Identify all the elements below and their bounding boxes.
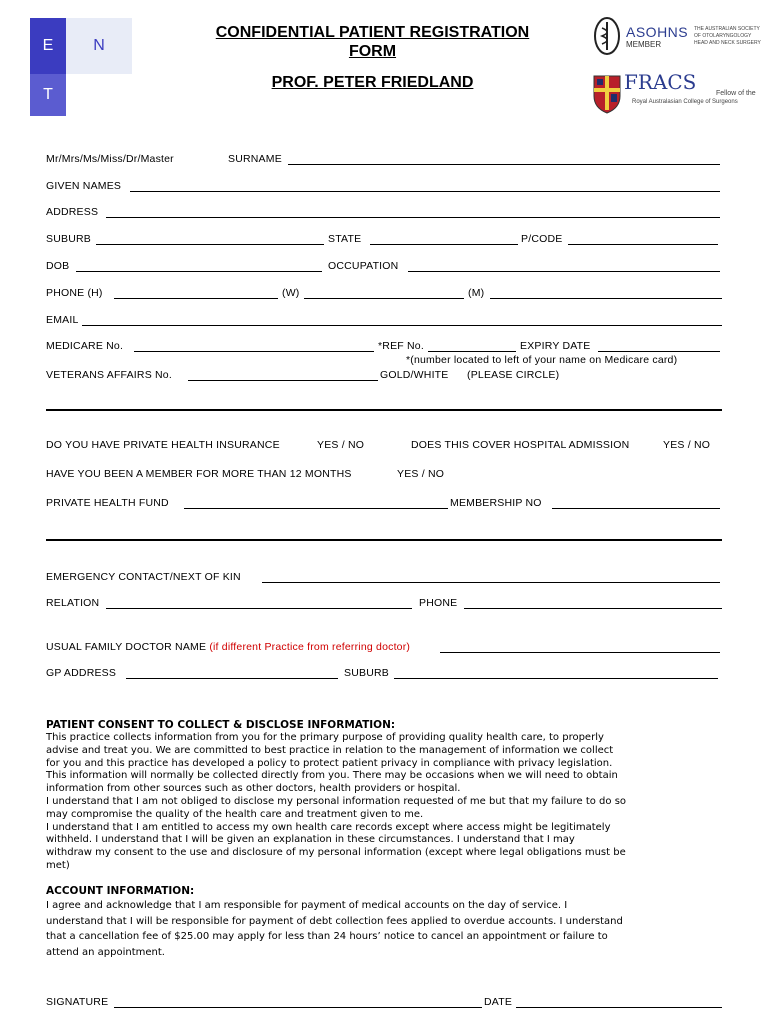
gp-address-field[interactable] <box>126 678 338 679</box>
emergency-phone-field[interactable] <box>464 608 722 609</box>
consent-line: met) <box>46 859 70 871</box>
gp-suburb-field[interactable] <box>394 678 718 679</box>
given-names-field[interactable] <box>130 191 720 192</box>
gold-white-option[interactable]: GOLD/WHITE <box>380 369 449 381</box>
relation-field[interactable] <box>106 608 412 609</box>
emergency-contact-label: EMERGENCY CONTACT/NEXT OF KIN <box>46 571 241 583</box>
date-label: DATE <box>484 996 513 1008</box>
date-field[interactable] <box>516 1007 722 1008</box>
phone-work-field[interactable] <box>304 298 464 299</box>
family-doctor-text: USUAL FAMILY DOCTOR NAME <box>46 641 207 653</box>
postcode-field[interactable] <box>568 244 718 245</box>
phone-home-field[interactable] <box>114 298 278 299</box>
state-field[interactable] <box>370 244 518 245</box>
membership-no-label: MEMBERSHIP NO <box>450 497 542 509</box>
veterans-field[interactable] <box>188 380 378 381</box>
account-paragraph <box>46 898 726 960</box>
address-label: ADDRESS <box>46 206 99 218</box>
asohns-society-2: OF OTOLARYNGOLOGY <box>694 33 752 39</box>
address-field[interactable] <box>106 217 720 218</box>
account-line: I agree and acknowledge that I am responsible for payment of medical accounts on the day of service. I <box>46 900 568 911</box>
hospital-cover-yes-no[interactable]: YES / NO <box>663 439 711 451</box>
section-divider <box>46 409 722 411</box>
fracs-line2: Royal Australasian College of Surgeons <box>632 99 738 105</box>
suburb-label: SUBURB <box>46 233 91 245</box>
family-doctor-note: (if different Practice from referring doctor) <box>209 641 411 653</box>
family-doctor-field[interactable] <box>440 652 720 653</box>
postcode-label: P/CODE <box>521 233 563 245</box>
asohns-name: ASOHNS <box>626 24 689 40</box>
account-line: that a cancellation fee of $25.00 may apply for less than 24 hours’ notice to cancel an appointment or failure to <box>46 931 608 942</box>
consent-line: I understand that I am entitled to access my own health care records except where access might be legitimately <box>46 821 611 833</box>
consent-line: withheld. I understand that I will be given an explanation in these circumstances. I understand that I may <box>46 834 575 846</box>
fracs-line1: Fellow of the <box>716 90 756 97</box>
expiry-field[interactable] <box>598 351 720 352</box>
surname-label: SURNAME <box>228 153 282 165</box>
veterans-label: VETERANS AFFAIRS No. <box>46 369 172 381</box>
ent-logo <box>30 18 136 116</box>
please-circle-note: (PLEASE CIRCLE) <box>467 369 560 381</box>
signature-label: SIGNATURE <box>46 996 109 1008</box>
phone-mobile-field[interactable] <box>490 298 722 299</box>
phone-work-label: (W) <box>282 287 300 299</box>
ref-no-label: *REF No. <box>378 340 424 352</box>
emergency-contact-field[interactable] <box>262 582 720 583</box>
membership-no-field[interactable] <box>552 508 720 509</box>
crest-icon <box>592 72 622 114</box>
gp-suburb-label: SUBURB <box>344 667 389 679</box>
phone-home-label: PHONE (H) <box>46 287 103 299</box>
family-doctor-label <box>46 641 410 653</box>
asohns-society-3: HEAD AND NECK SURGERY <box>694 40 761 46</box>
fracs-name: FRACS <box>624 70 697 94</box>
health-fund-field[interactable] <box>184 508 448 509</box>
consent-line: advise and treat you. We are committed to best practice in relation to the management of information we collect <box>46 744 614 756</box>
caduceus-icon <box>592 16 622 56</box>
logo-e: E <box>30 18 66 74</box>
emergency-phone-label: PHONE <box>419 597 458 609</box>
section-divider <box>46 539 722 541</box>
asohns-member: MEMBER <box>626 40 662 49</box>
occupation-label: OCCUPATION <box>328 260 399 272</box>
relation-label: RELATION <box>46 597 100 609</box>
private-insurance-yes-no[interactable]: YES / NO <box>317 439 365 451</box>
dob-label: DOB <box>46 260 70 272</box>
medicare-note: *(number located to left of your name on Medicare card) <box>406 354 678 366</box>
consent-line: This practice collects information from you for the primary purpose of providing quality health care, to properly <box>46 732 604 743</box>
consent-heading: PATIENT CONSENT TO COLLECT & DISCLOSE INFORMATION: <box>46 719 396 731</box>
occupation-field[interactable] <box>408 271 720 272</box>
health-fund-label: PRIVATE HEALTH FUND <box>46 497 169 509</box>
form-title-line1: CONFIDENTIAL PATIENT REGISTRATION <box>215 24 530 41</box>
fracs-logo <box>590 72 768 118</box>
form-title-line2: FORM <box>348 43 397 60</box>
consent-line: I understand that I am not obliged to disclose my personal information requested of me but that my failure to do so <box>46 795 627 807</box>
doctor-name: PROF. PETER FRIEDLAND <box>271 74 474 91</box>
state-label: STATE <box>328 233 362 245</box>
logo-t: T <box>30 74 66 116</box>
email-label: EMAIL <box>46 314 79 326</box>
signature-field[interactable] <box>114 1007 482 1008</box>
gp-address-label: GP ADDRESS <box>46 667 117 679</box>
medicare-field[interactable] <box>134 351 374 352</box>
ref-no-field[interactable] <box>428 351 516 352</box>
consent-line: information from other sources such as other doctors, health providers or hospital. <box>46 783 461 795</box>
asohns-society-1: THE AUSTRALIAN SOCIETY <box>694 26 760 32</box>
expiry-label: EXPIRY DATE <box>520 340 591 352</box>
logo-n: N <box>66 18 132 74</box>
title-options: Mr/Mrs/Ms/Miss/Dr/Master <box>46 153 174 165</box>
asohns-logo <box>590 16 765 56</box>
consent-line: may compromise the quality of the health care and treatment given to me. <box>46 808 424 820</box>
consent-line: withdraw my consent to the use and disclosure of my personal information (except where legal obligations must be <box>46 847 626 859</box>
member-12-months-question: HAVE YOU BEEN A MEMBER FOR MORE THAN 12 MONTHS <box>46 468 352 480</box>
consent-paragraph <box>46 732 736 873</box>
account-line: understand that I will be responsible for payment of debt collection fees applied to overdue accounts. I understand <box>46 915 623 927</box>
hospital-cover-question: DOES THIS COVER HOSPITAL ADMISSION <box>411 439 630 451</box>
consent-line: for you and this practice has developed a policy to protect patient privacy in compliance with privacy legislation. <box>46 757 613 769</box>
member-12-months-yes-no[interactable]: YES / NO <box>397 468 445 480</box>
phone-mobile-label: (M) <box>468 287 485 299</box>
consent-line: This information will normally be collected directly from you. There may be occasions when we will need to obtain <box>46 770 618 782</box>
account-line: attend an appointment. <box>46 946 165 958</box>
private-insurance-question: DO YOU HAVE PRIVATE HEALTH INSURANCE <box>46 439 280 451</box>
given-names-label: GIVEN NAMES <box>46 180 122 192</box>
suburb-field[interactable] <box>96 244 324 245</box>
email-field[interactable] <box>82 325 722 326</box>
dob-field[interactable] <box>76 271 322 272</box>
medicare-label: MEDICARE No. <box>46 340 124 352</box>
account-heading: ACCOUNT INFORMATION: <box>46 885 195 897</box>
surname-field[interactable] <box>288 164 720 165</box>
